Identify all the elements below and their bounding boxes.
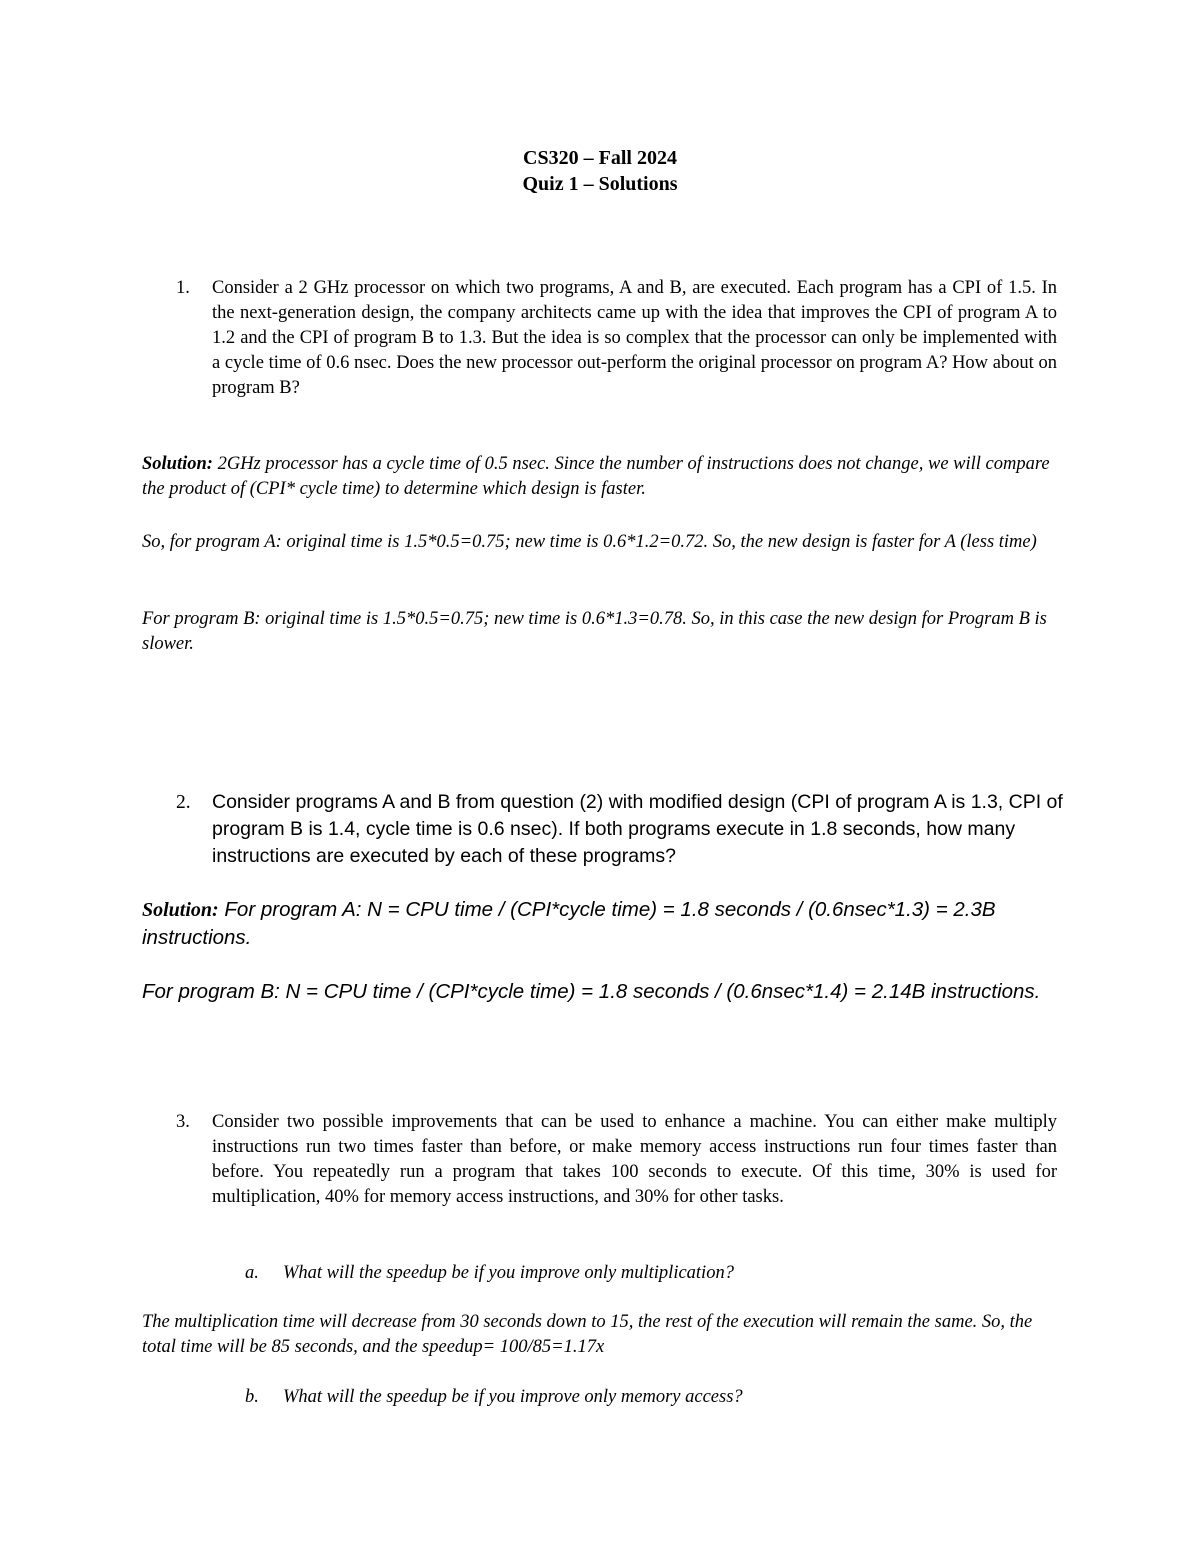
question-3-part-b	[245, 1385, 1045, 1410]
solution-a-text: For program A: N = CPU time / (CPI*cycle time) = 1.8 seconds / (0.6nsec*1.3) = 2.3B instructions.	[142, 898, 996, 949]
question-1-number: 1.	[176, 278, 190, 298]
course-title: CS320 – Fall 2024	[523, 147, 677, 169]
question-3-number: 3.	[176, 1112, 190, 1132]
question-1-solution-a: So, for program A: original time is 1.5*0.5=0.75; new time is 0.6*1.2=0.72. So, the new design is faster for A (less time)	[142, 532, 1037, 552]
question-1-solution-b: For program B: original time is 1.5*0.5=0.75; new time is 0.6*1.3=0.78. So, in this case the new design for Program B is slower.	[142, 609, 1047, 654]
solution-intro-text: 2GHz processor has a cycle time of 0.5 nsec. Since the number of instructions does not change, we will compare the product of (CPI* cycle time) to determine which design is faster.	[142, 454, 1050, 499]
question-2-number: 2.	[176, 792, 191, 813]
question-3	[176, 1110, 1057, 1210]
part-b-text: What will the speedup be if you improve only memory access?	[283, 1387, 743, 1407]
solution-label: Solution:	[142, 454, 213, 474]
question-1-text: Consider a 2 GHz processor on which two programs, A and B, are executed. Each program has a CPI of 1.5. In the next-generation design, the company architects came up with the idea that improves the CPI of program A to 1.2 and the CPI of program B to 1.3. But the idea is so complex that the processor can only be implemented with a cycle time of 0.6 nsec. Does the new processor out-perform the original processor on program A? How about on program B?	[212, 278, 1057, 398]
part-a-text: What will the speedup be if you improve only multiplication?	[283, 1263, 734, 1283]
question-1-solution-intro	[142, 452, 1062, 502]
question-1	[176, 276, 1057, 401]
quiz-title: Quiz 1 – Solutions	[522, 173, 678, 195]
question-3-answer-a: The multiplication time will decrease from 30 seconds down to 15, the rest of the execution will remain the same. So, the total time will be 85 seconds, and the speedup= 100/85=1.17x	[142, 1312, 1033, 1357]
question-3-text: Consider two possible improvements that can be used to enhance a machine. You can either make multiply instructions run two times faster than before, or make memory access instructions run four times faster than before. You repeatedly run a program that takes 100 seconds to execute. Of this time, 30% is used for multiplication, 40% for memory access instructions, and 30% for other tasks.	[212, 1112, 1057, 1207]
solution-label: Solution:	[142, 899, 219, 921]
question-3-part-a	[245, 1261, 1045, 1286]
part-b-letter: b.	[245, 1387, 259, 1407]
question-2-solution-a	[142, 896, 1062, 951]
question-2	[176, 789, 1072, 870]
question-2-solution-b: For program B: N = CPU time / (CPI*cycle time) = 1.8 seconds / (0.6nsec*1.4) = 2.14B instructions.	[142, 980, 1041, 1003]
part-a-letter: a.	[245, 1263, 259, 1283]
question-2-text: Consider programs A and B from question (2) with modified design (CPI of program A is 1.3, CPI of program B is 1.4, cycle time is 0.6 nsec). If both programs execute in 1.8 seconds, how many instructions are executed by each of these programs?	[212, 791, 1063, 867]
